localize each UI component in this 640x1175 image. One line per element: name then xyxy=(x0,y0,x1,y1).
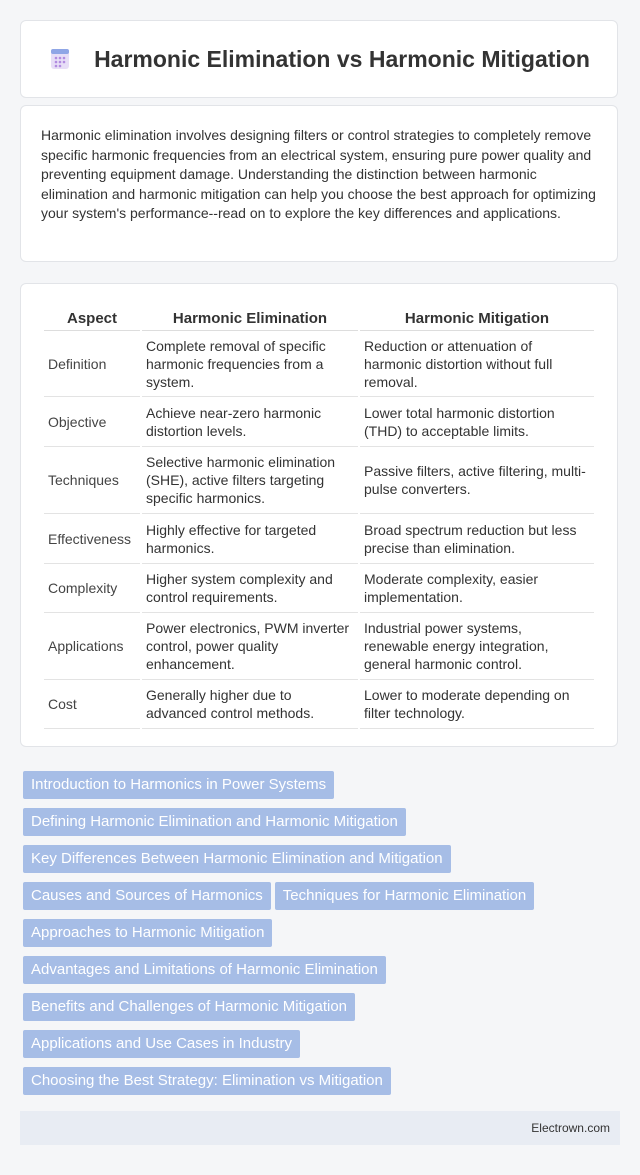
header-mitigation: Harmonic Mitigation xyxy=(360,306,594,331)
table-row xyxy=(44,564,594,613)
table-row xyxy=(44,514,594,564)
row-elimination: Power electronics, PWM inverter control, power quality enhancement. xyxy=(142,613,358,680)
topic-link[interactable]: Techniques for Harmonic Elimination xyxy=(275,882,534,910)
topic-link[interactable]: Introduction to Harmonics in Power Systems xyxy=(23,771,334,799)
row-mitigation: Industrial power systems, renewable energy integration, general harmonic control. xyxy=(360,613,594,680)
document-icon xyxy=(48,47,72,71)
topic-tags xyxy=(23,771,603,1104)
topic-link[interactable]: Applications and Use Cases in Industry xyxy=(23,1030,300,1058)
row-elimination: Highly effective for targeted harmonics. xyxy=(142,514,358,564)
table-row xyxy=(44,613,594,680)
row-elimination: Generally higher due to advanced control methods. xyxy=(142,680,358,729)
row-elimination: Complete removal of specific harmonic frequencies from a system. xyxy=(142,331,358,397)
row-elimination: Selective harmonic elimination (SHE), active filters targeting specific harmonics. xyxy=(142,447,358,514)
table-header-row xyxy=(44,306,594,331)
row-aspect: Cost xyxy=(44,680,140,729)
table-row xyxy=(44,447,594,514)
row-aspect: Applications xyxy=(44,613,140,680)
topic-link[interactable]: Defining Harmonic Elimination and Harmonic Mitigation xyxy=(23,808,406,836)
row-mitigation: Passive filters, active filtering, multi-pulse converters. xyxy=(360,447,594,514)
row-aspect: Techniques xyxy=(44,447,140,514)
topic-link[interactable]: Approaches to Harmonic Mitigation xyxy=(23,919,272,947)
row-aspect: Effectiveness xyxy=(44,514,140,564)
row-mitigation: Broad spectrum reduction but less precise than elimination. xyxy=(360,514,594,564)
topic-link[interactable]: Choosing the Best Strategy: Elimination vs Mitigation xyxy=(23,1067,391,1095)
header-aspect: Aspect xyxy=(44,306,140,331)
page-title: Harmonic Elimination vs Harmonic Mitigation xyxy=(94,45,590,72)
topic-link[interactable]: Key Differences Between Harmonic Elimination and Mitigation xyxy=(23,845,451,873)
row-aspect: Definition xyxy=(44,331,140,397)
topic-link[interactable]: Advantages and Limitations of Harmonic Elimination xyxy=(23,956,386,984)
title-row xyxy=(48,46,590,73)
header-elimination: Harmonic Elimination xyxy=(142,306,358,331)
row-aspect: Complexity xyxy=(44,564,140,613)
comparison-table xyxy=(42,306,596,729)
topic-link[interactable]: Causes and Sources of Harmonics xyxy=(23,882,271,910)
footer-source[interactable]: Electrown.com xyxy=(531,1121,610,1135)
row-elimination: Achieve near-zero harmonic distortion levels. xyxy=(142,397,358,447)
intro-paragraph: Harmonic elimination involves designing filters or control strategies to completely remove specific harmonic frequencies from an electrical system, ensuring pure power quality and preventing equipment damage. Understanding the distinction between harmonic elimination and harmonic mitigation can help you choose the best approach for optimizing your system's performance--read on to explore the key differences and applications. xyxy=(41,127,596,221)
row-aspect: Objective xyxy=(44,397,140,447)
row-mitigation: Lower to moderate depending on filter technology. xyxy=(360,680,594,729)
row-mitigation: Lower total harmonic distortion (THD) to acceptable limits. xyxy=(360,397,594,447)
comparison-card xyxy=(20,283,618,747)
intro-card xyxy=(20,105,618,262)
table-row xyxy=(44,397,594,447)
topic-link[interactable]: Benefits and Challenges of Harmonic Mitigation xyxy=(23,993,355,1021)
row-mitigation: Moderate complexity, easier implementation. xyxy=(360,564,594,613)
row-mitigation: Reduction or attenuation of harmonic distortion without full removal. xyxy=(360,331,594,397)
table-row xyxy=(44,680,594,729)
table-row xyxy=(44,331,594,397)
header-card xyxy=(20,20,618,98)
row-elimination: Higher system complexity and control requirements. xyxy=(142,564,358,613)
footer xyxy=(20,1111,620,1145)
